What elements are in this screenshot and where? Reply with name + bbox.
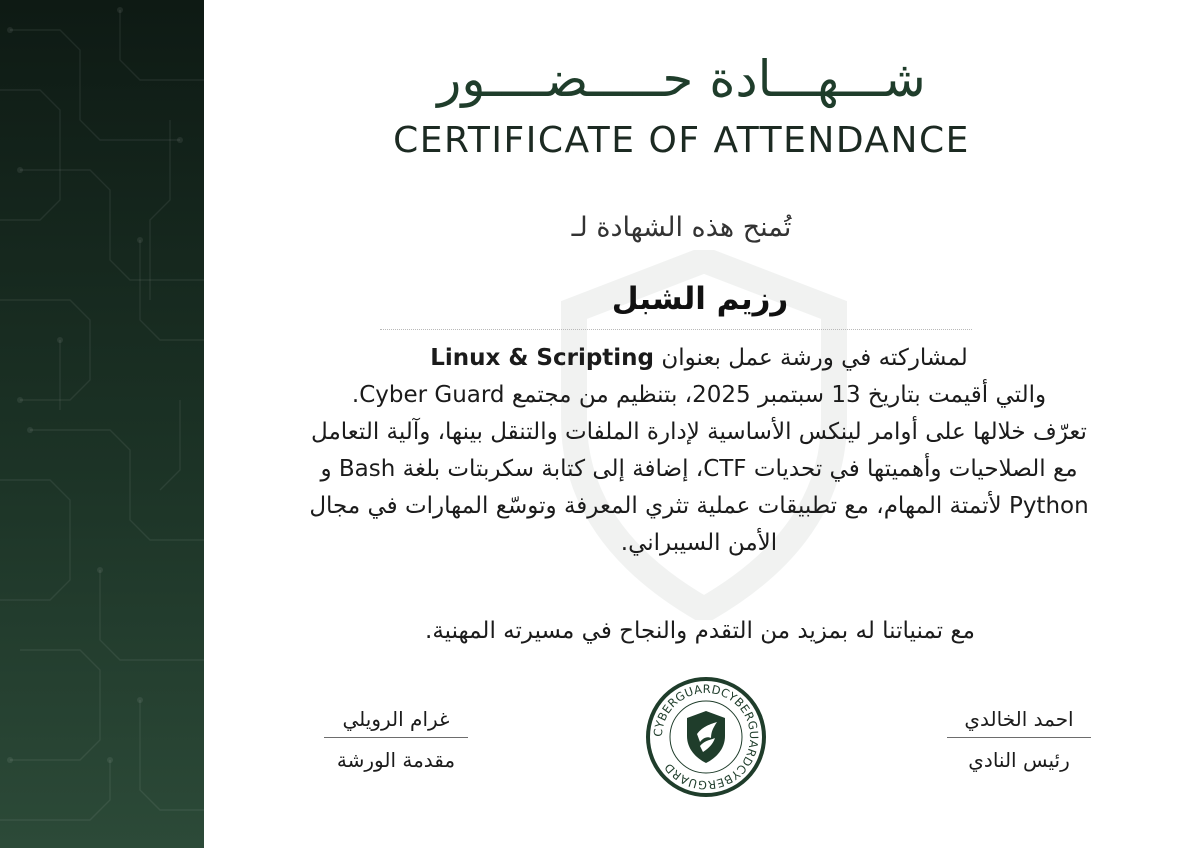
signature-president-name: احمد الخالدي	[964, 707, 1074, 731]
signature-club-president	[939, 704, 1099, 774]
signature-president-line	[947, 737, 1091, 738]
decorative-side-panel	[0, 0, 204, 848]
certificate-title-english: CERTIFICATE OF ATTENDANCE	[393, 120, 970, 161]
description-line-1	[234, 340, 1164, 377]
signature-president-role: رئيس النادي	[968, 748, 1070, 772]
description-line-3: تعرّف خلالها على أوامر لينكس الأساسية لإدارة الملفات والتنقل بينها، وآلية التعامل	[311, 419, 1087, 445]
description-line-5: Python لأتمتة المهام، مع تطبيقات عملية تثري المعرفة وتوسّع المهارات في مجال	[309, 493, 1089, 519]
certificate-title-arabic: شـــهـــادة حـــــضــــور	[437, 50, 926, 108]
circuit-pattern	[0, 0, 204, 848]
granted-to-label: تُمنح هذه الشهادة لـ	[571, 212, 792, 243]
workshop-title: Linux & Scripting	[430, 345, 655, 371]
signature-presenter-role: مقدمة الورشة	[336, 748, 456, 772]
description-line-6: الأمن السيبراني.	[620, 530, 778, 556]
seal-ring-text: CYBERGUARDCYBERGUARDCYBERGUARD	[650, 681, 762, 793]
wishes-text: مع تمنياتنا له بمزيد من التقدم والنجاح في مسيرته المهنية.	[425, 618, 975, 644]
signature-presenter-name: غرام الرويلي	[342, 707, 450, 731]
certificate-body	[204, 0, 1200, 848]
description-line-2: والتي أقيمت بتاريخ 13 سبتمبر 2025، بتنظيم من مجتمع Cyber Guard.	[351, 382, 1047, 408]
cyber-guard-seal	[645, 676, 767, 798]
signature-presenter	[316, 704, 476, 774]
name-underline	[380, 329, 972, 330]
certificate-description	[234, 340, 1164, 562]
recipient-name: رزيم الشبل	[611, 281, 789, 317]
description-line-1-prefix: لمشاركته في ورشة عمل بعنوان	[654, 345, 968, 371]
signature-presenter-line	[324, 737, 468, 738]
description-line-4: مع الصلاحيات وأهميتها في تحديات CTF، إضافة إلى كتابة سكربتات بلغة Bash و	[320, 456, 1078, 482]
